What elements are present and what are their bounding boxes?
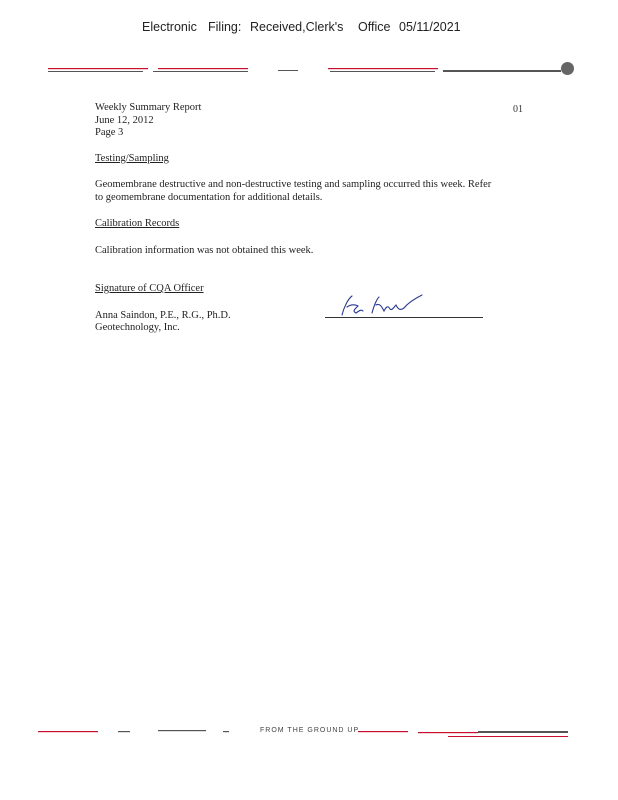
footer-tagline: FROM THE GROUND UP	[260, 727, 360, 734]
signature-title: Signature of CQA Officer	[95, 283, 204, 294]
calibration-body: Calibration information was not obtained this week.	[95, 244, 314, 256]
stamp-date: 05/11/2021	[399, 20, 461, 34]
calibration-title: Calibration Records	[95, 218, 180, 229]
signer-company: Geotechnology, Inc.	[95, 322, 180, 333]
stamp-office: Office	[358, 20, 391, 34]
signature-line	[325, 317, 483, 318]
corner-logo-icon	[561, 62, 574, 75]
page-number: 01	[513, 104, 523, 115]
stamp-electronic: Electronic	[142, 20, 197, 34]
signer-name: Anna Saindon, P.E., R.G., Ph.D.	[95, 309, 231, 321]
report-title: Weekly Summary Report	[95, 102, 202, 113]
testing-line-1: Geomembrane destructive and non-destructive testing and sampling occurred this week. Refer	[95, 179, 492, 190]
letterhead-rule	[48, 66, 566, 74]
document-body	[95, 102, 525, 335]
stamp-received: Received,Clerk's	[250, 20, 344, 34]
report-date: June 12, 2012	[95, 114, 154, 126]
testing-title: Testing/Sampling	[95, 152, 169, 164]
report-heading	[95, 102, 525, 140]
report-page: Page 3	[95, 127, 124, 138]
testing-line-2: to geomembrane documentation for additional details.	[95, 191, 323, 203]
handwritten-signature	[338, 293, 430, 319]
stamp-filing: Filing:	[208, 20, 242, 34]
footer-artifact	[38, 724, 568, 744]
